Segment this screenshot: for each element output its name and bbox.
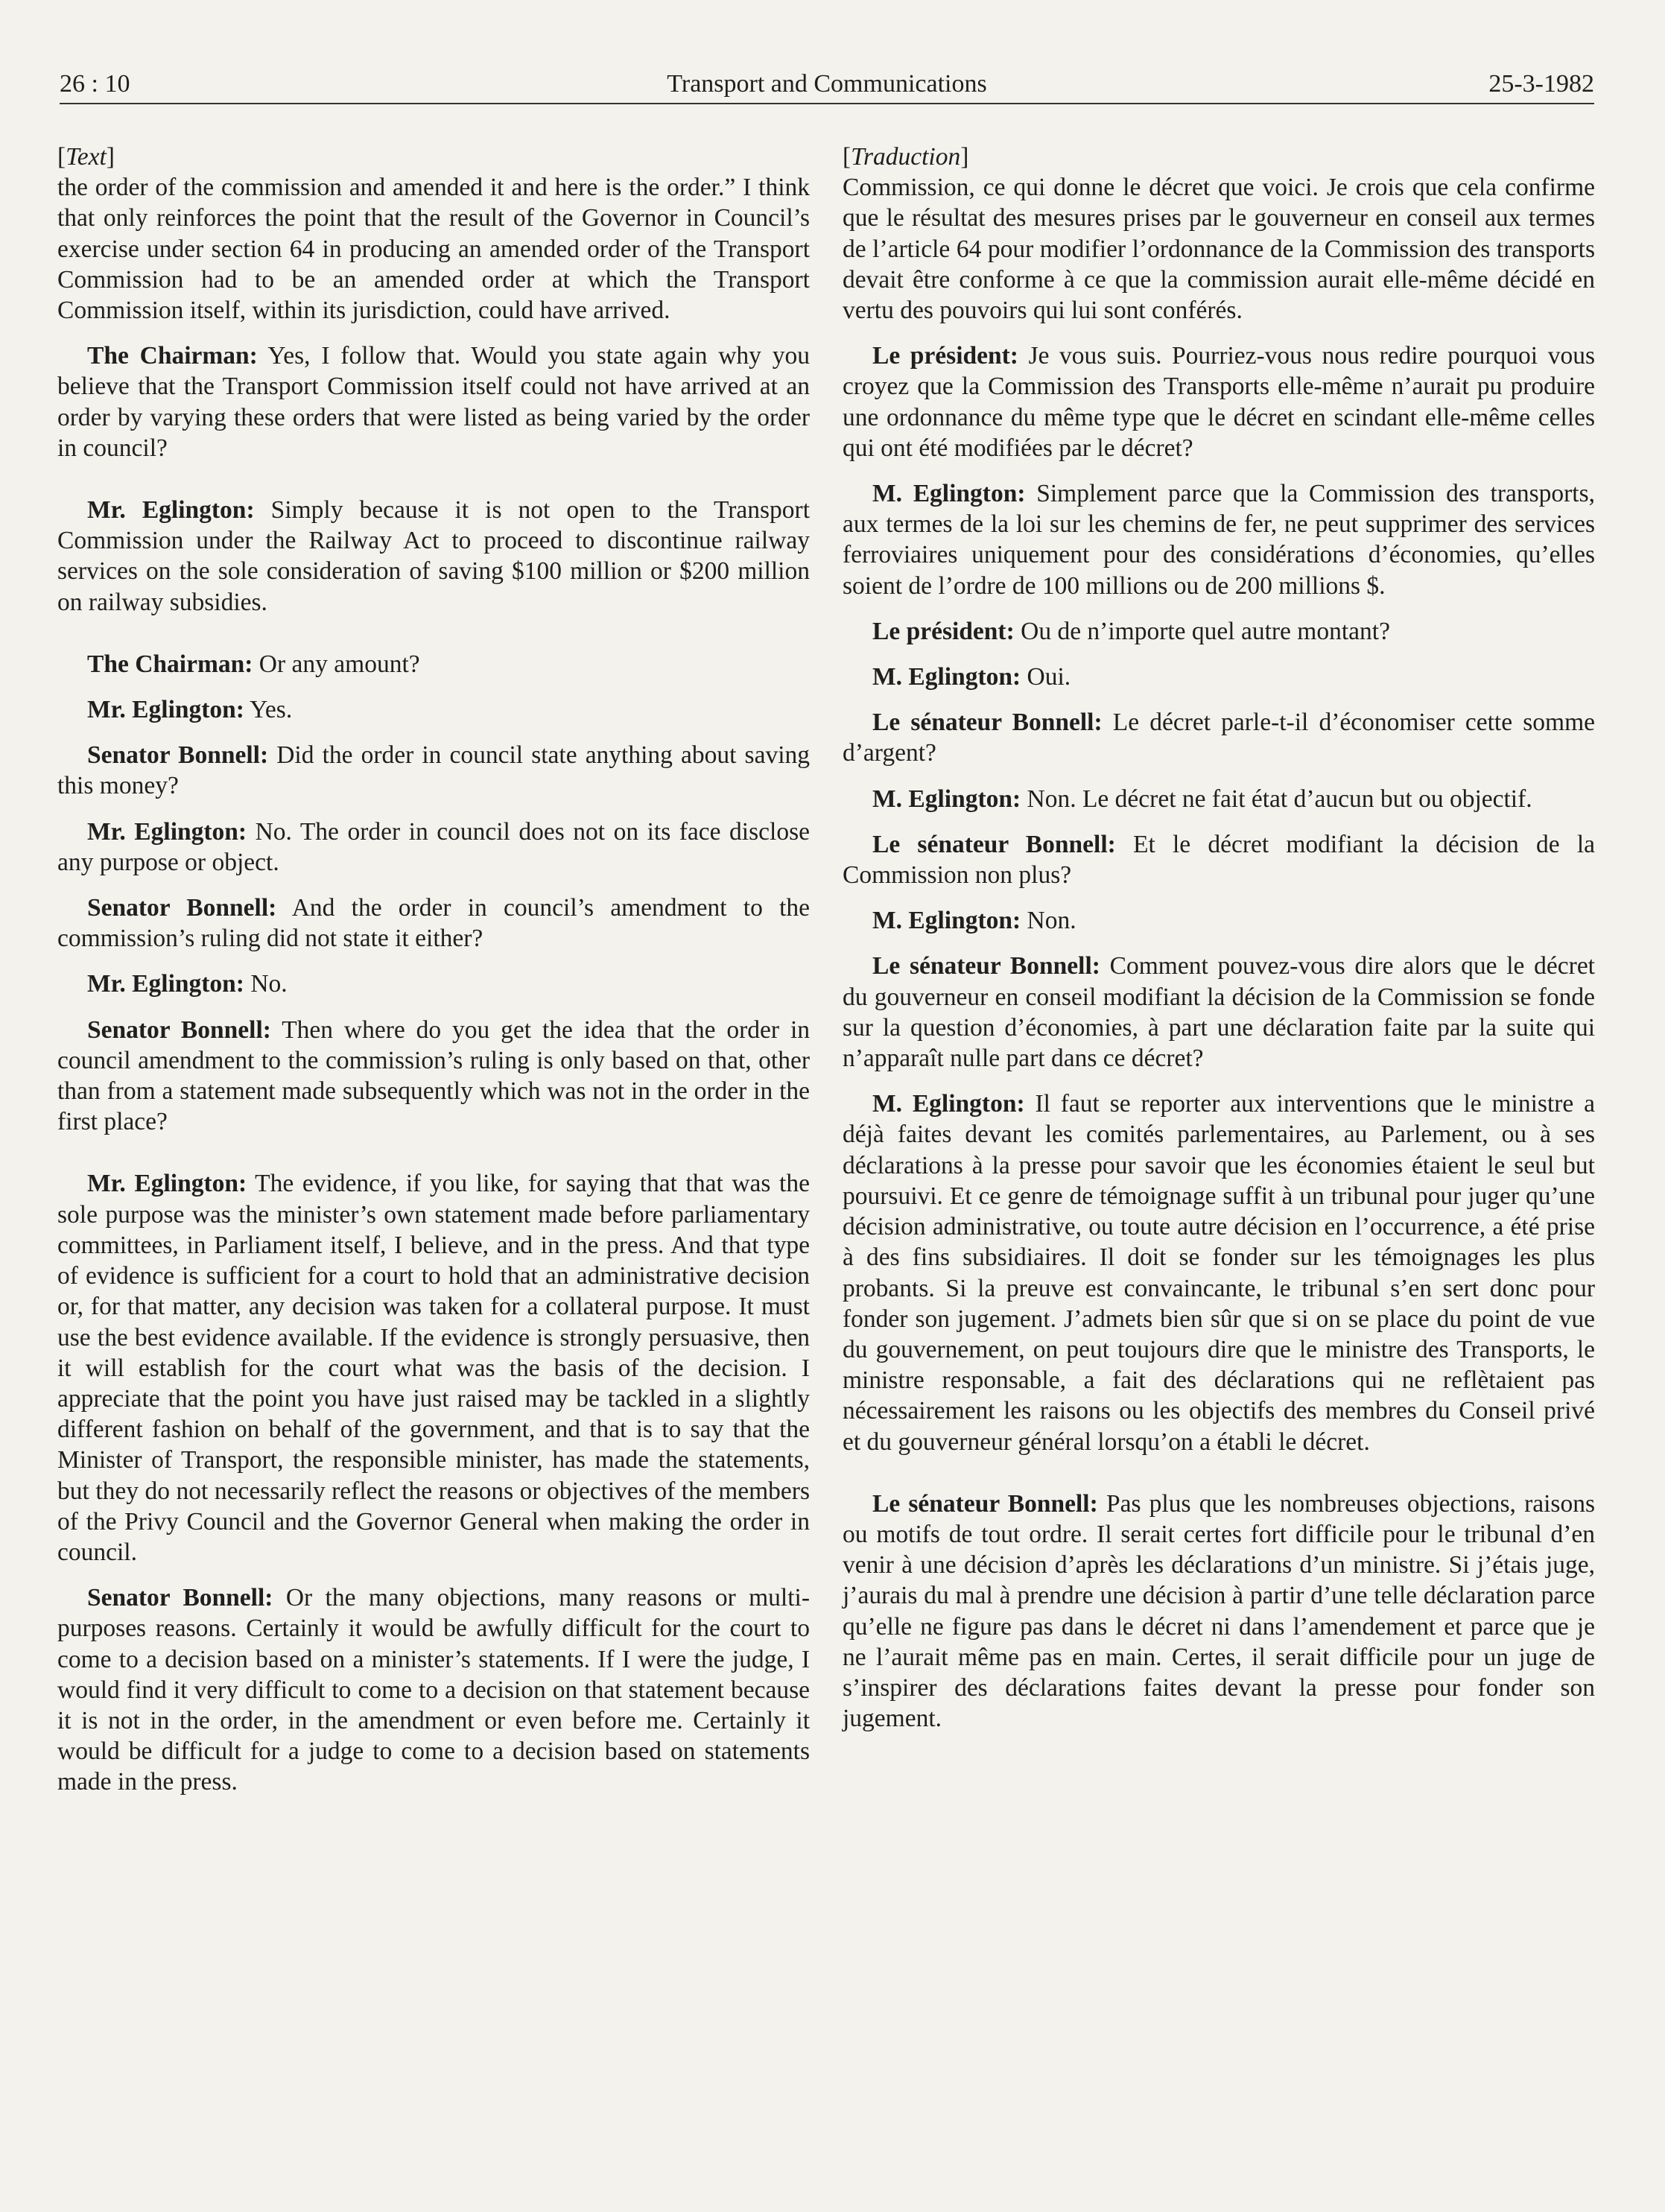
speaker-name: Senator Bonnell: bbox=[87, 741, 269, 770]
speaker-name: Senator Bonnell: bbox=[87, 1584, 273, 1612]
speaker-name: Mr. Eglington: bbox=[87, 817, 247, 846]
speaker-name: Le sénateur Bonnell: bbox=[872, 830, 1116, 858]
speaker-name: Mr. Eglington: bbox=[87, 1170, 247, 1198]
french-column bbox=[843, 142, 1595, 1734]
paragraph: Le sénateur Bonnell: Le décret parle-t-il d’économiser cette somme d’argent? bbox=[843, 709, 1595, 767]
speaker-name: Mr. Eglington: bbox=[87, 970, 244, 998]
publication-title: Transport and Communications bbox=[667, 70, 987, 98]
speaker-name: M. Eglington: bbox=[872, 907, 1021, 935]
speaker-name: M. Eglington: bbox=[872, 480, 1026, 508]
paragraph: Mr. Eglington: No. The order in council does not on its face disclose any purpose or object. bbox=[57, 817, 810, 876]
english-column bbox=[57, 142, 810, 1798]
language-label-traduction: [Traduction] bbox=[843, 143, 969, 171]
speaker-name: Senator Bonnell: bbox=[87, 894, 277, 922]
paragraph: Mr. Eglington: No. bbox=[87, 970, 288, 998]
paragraph: Senator Bonnell: Then where do you get the idea that the order in council amendment to the commission’s ruling is only based on that, other than from a statement made subsequently which was not in the order in the first place? bbox=[57, 1015, 811, 1136]
paragraph: Le sénateur Bonnell: Pas plus que les nombreuses objections, raisons ou motifs de tout ordre. Il serait certes fort difficile pour le tribunal d’en venir à une décision d’après les déclarations d’un ministre. Si j’étais juge, j’aurais du mal à prendre une décision à partir d’une telle déclaration parce qu’elle ne figure pas dans le décret ni dans l’amendement et parce que je ne l’aurait même pas en main. Certes, il serait difficile pour un juge de s’inspirer des déclarations faites devant la presse pour fonder son jugement. bbox=[843, 1489, 1595, 1733]
speaker-name: Le sénateur Bonnell: bbox=[872, 952, 1100, 980]
paragraph: Mr. Eglington: Simply because it is not open to the Transport Commission under the Railway Act to proceed to discontinue railway services on the sole consideration of saving $100 million or $200 million on railway subsidies. bbox=[57, 496, 811, 616]
paragraph: Senator Bonnell: And the order in council’s amendment to the commission’s ruling did not state it either? bbox=[57, 894, 811, 953]
speaker-name: M. Eglington: bbox=[872, 663, 1021, 691]
paragraph: Mr. Eglington: The evidence, if you like, for saying that that was the sole purpose was the minister’s own statement made before parliamentary committees, in Parliament itself, I believe, and in the press. And that type of evidence is sufficient for a court to hold that an administrative decision or, for that matter, any decision was taken for a collateral purpose. It must use the best evidence available. If the evidence is strongly persuasive, then it will establish for the court what was the basis of the decision. I appreciate that the point you have just raised may be tackled in a slightly different fashion on behalf of the government, and that is to say that the Minister of Transport, the responsible minister, has made the statements, but they do not necessarily reflect the reasons or objectives of the members of the Privy Council and the Governor General when making the order in council. bbox=[57, 1170, 810, 1566]
paragraph: M. Eglington: Simplement parce que la Commission des transports, aux termes de la loi sur les chemins de fer, ne peut supprimer des services ferroviaires uniquement pour des considérations d’économies, qu’elles soient de l’ordre de 100 millions ou de 200 millions $. bbox=[843, 480, 1596, 600]
speaker-name: Le sénateur Bonnell: bbox=[872, 709, 1103, 737]
paragraph: M. Eglington: Il faut se reporter aux interventions que le ministre a déjà faites devant les comités parlementaires, au Parlement, ou à ses déclarations à la presse pour savoir que les économies étaient le seul but poursuivi. Et ce genre de témoignage suffit à un tribunal pour juger qu’une décision administrative, ou toute autre décision en l’occurrence, a été prise à des fins subsidiaires. Il doit se fonder sur les témoignages les plus probants. Si la preuve est convaincante, le tribunal s’en sert donc pour fonder son jugement. J’admets bien sûr que si on se place du point de vue du gouvernement, on peut toujours dire que le ministre des Transports, le ministre responsable, a fait des déclarations qui ne reflètaient pas nécessairement les raisons ou les objectifs des membres du Conseil privé et du gouverneur général lorsqu’on a établi le décret. bbox=[843, 1090, 1595, 1456]
paragraph: Le sénateur Bonnell: Et le décret modifiant la décision de la Commission non plus? bbox=[843, 830, 1595, 890]
paragraph: M. Eglington: Oui. bbox=[872, 663, 1071, 691]
paragraph: Senator Bonnell: Or the many objections, many reasons or multi-purposes reasons. Certainly it would be awfully difficult for the court to come to a decision based on a minister’s statements. If I were the judge, I would find it very difficult to come to a decision on that statement because it is not in the order, in the amendment or even before me. Certainly it would be difficult for a judge to come to a decision based on statements made in the press. bbox=[57, 1584, 810, 1796]
speaker-name: M. Eglington: bbox=[872, 1090, 1025, 1118]
speaker-name: Mr. Eglington: bbox=[87, 696, 244, 724]
paragraph: Commission, ce qui donne le décret que voici. Je crois que cela confirme que le résultat des mesures prises par le gouverneur en conseil aux termes de l’article 64 pour modifier l’ordonnance de la Commission des transports devait être conforme à ce que la commission aurait elle-même décidé en vertu des pouvoirs qui lui sont conférés. bbox=[843, 174, 1595, 325]
speaker-name: Senator Bonnell: bbox=[87, 1015, 271, 1044]
speaker-name: M. Eglington: bbox=[872, 785, 1021, 813]
speaker-name: Le président: bbox=[872, 342, 1018, 370]
paragraph: Senator Bonnell: Did the order in council state anything about saving this money? bbox=[57, 741, 810, 800]
paragraph: Le président: Je vous suis. Pourriez-vous nous redire pourquoi vous croyez que la Commission des Transports elle-même n’aurait pu produire une ordonnance du même type que le décret en scindant elle-même celles qui ont été modifiées par le décret? bbox=[843, 342, 1595, 462]
speaker-name: Le président: bbox=[872, 617, 1015, 645]
speaker-name: Mr. Eglington: bbox=[87, 496, 255, 525]
paragraph: the order of the commission and amended it and here is the order.” I think that only reinforces the point that the result of the Governor in Council’s exercise under section 64 in producing an amended order of the Transport Commission had to be an amended order at which the Transport Commission itself, within its jurisdiction, could have arrived. bbox=[57, 174, 810, 325]
paragraph: Le sénateur Bonnell: Comment pouvez-vous dire alors que le décret du gouverneur en conseil modifiant la décision de la Commission se fonde sur la question d’économies, à part une déclaration faite par la suite qui n’apparaît nulle part dans ce décret? bbox=[843, 952, 1595, 1073]
issue-date: 25-3-1982 bbox=[1488, 70, 1594, 98]
paragraph: Mr. Eglington: Yes. bbox=[87, 696, 293, 724]
speaker-name: The Chairman: bbox=[87, 650, 253, 678]
paragraph: M. Eglington: Non. Le décret ne fait état d’aucun but ou objectif. bbox=[872, 785, 1532, 813]
paragraph: The Chairman: Or any amount? bbox=[87, 650, 420, 678]
speaker-name: The Chairman: bbox=[87, 342, 258, 370]
paragraph: Le président: Ou de n’importe quel autre montant? bbox=[872, 617, 1390, 645]
paragraph: M. Eglington: Non. bbox=[872, 907, 1076, 935]
language-label-text: [Text] bbox=[57, 143, 115, 171]
page-header bbox=[60, 66, 1594, 104]
speaker-name: Le sénateur Bonnell: bbox=[872, 1489, 1098, 1518]
page-number: 26 : 10 bbox=[60, 70, 130, 98]
paragraph: The Chairman: Yes, I follow that. Would you state again why you believe that the Transport Commission itself could not have arrived at an order by varying these orders that were listed as being varied by the order in council? bbox=[57, 342, 810, 462]
